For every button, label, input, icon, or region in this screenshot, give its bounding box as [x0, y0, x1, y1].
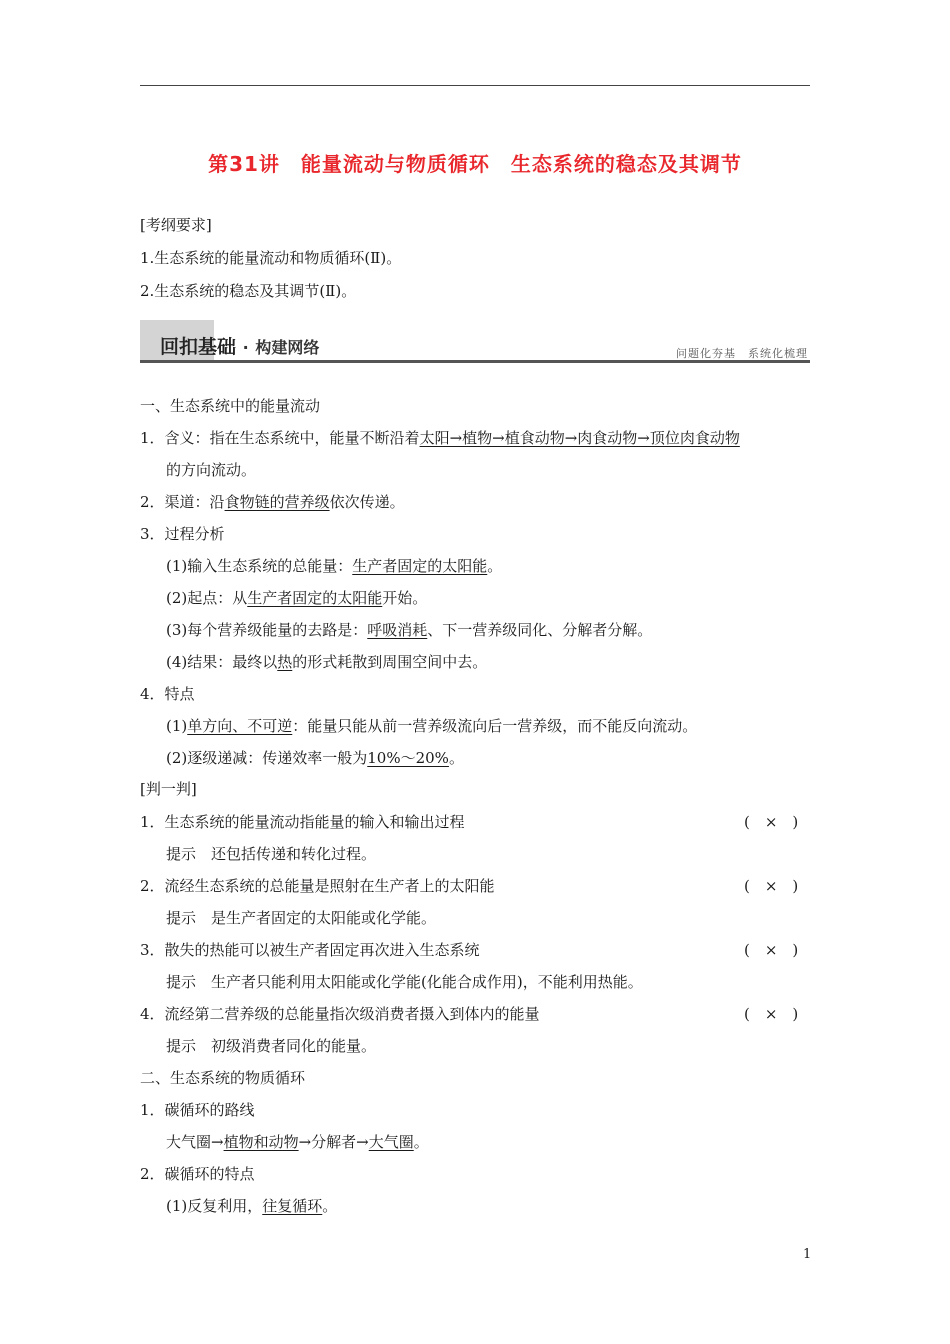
s2-p2-1-text: (1)反复利用，	[166, 1197, 263, 1215]
s1-p3-3-tail: 、下一营养级同化、分解者分解。	[427, 621, 653, 639]
requirement-item-1: 1.生态系统的能量流动和物质循环(Ⅱ)。	[140, 249, 402, 267]
s2-route-a: 大气圈→	[166, 1133, 224, 1151]
header-rule	[140, 85, 810, 86]
s1-p2-answer: 食物链的营养级	[224, 493, 330, 511]
banner-main-text: 回扣基础	[160, 336, 237, 358]
judge-question-1: 1．生态系统的能量流动指能量的输入和输出过程	[140, 813, 465, 831]
s1-p4-1-text: ：能量只能从前一营养级流向后一营养级，而不能反向流动。	[292, 717, 698, 735]
s2-route-tail: 。	[413, 1133, 429, 1151]
s1-p4-1	[166, 716, 697, 736]
s1-p4-1-num: (1)	[166, 717, 188, 735]
s1-p3-3-answer: 呼吸消耗	[367, 621, 428, 639]
judge-mark-2: ( × )	[744, 877, 799, 895]
s1-p2-tail: 依次传递。	[329, 493, 405, 511]
s1-p3-3	[166, 620, 652, 640]
s1-p3-4-tail: 的形式耗散到周围空间中去。	[292, 653, 488, 671]
banner-tagline: 问题化夯基 系统化梳理	[676, 347, 808, 360]
judge-tip-1: 提示 还包括传递和转化过程。	[166, 845, 377, 863]
judge-header: [判一判]	[140, 780, 197, 798]
s1-p3-4	[166, 652, 487, 672]
s1-p3-2-tail: 开始。	[382, 589, 428, 607]
s1-p4-2-text: (2)逐级递减：传递效率一般为	[166, 749, 368, 767]
s1-p3-2	[166, 588, 427, 608]
s1-p2-text: 渠道：沿	[164, 493, 225, 511]
s1-p4-2-tail: 。	[448, 749, 464, 767]
section2-heading: 二、生态系统的物质循环	[140, 1069, 306, 1087]
s1-p1-num: 1．	[140, 429, 165, 447]
s1-p1-cont: 的方向流动。	[166, 461, 257, 479]
s1-point-4: 4．特点	[140, 685, 195, 703]
s1-point-1	[140, 428, 740, 448]
judge-tip-2: 提示 是生产者固定的太阳能或化学能。	[166, 909, 437, 927]
s2-route-answer-1: 植物和动物	[223, 1133, 299, 1151]
judge-mark-1: ( × )	[744, 813, 799, 831]
s2-route-b: →分解者→	[298, 1133, 369, 1151]
judge-tip-4: 提示 初级消费者同化的能量。	[166, 1037, 377, 1055]
requirements-header: [考纲要求]	[140, 216, 212, 234]
s2-p2-1-answer: 往复循环	[262, 1197, 323, 1215]
banner-title	[160, 332, 319, 359]
s1-p3-3-text: (3)每个营养级能量的去路是：	[166, 621, 368, 639]
s1-p3-1-text: (1)输入生态系统的总能量：	[166, 557, 353, 575]
s1-p3-1	[166, 556, 502, 576]
s1-p1-text: 含义：指在生态系统中，能量不断沿着	[164, 429, 420, 447]
page-title: 第31讲 能量流动与物质循环 生态系统的稳态及其调节	[208, 152, 742, 176]
s1-p4-1-answer: 单方向、不可逆	[187, 717, 293, 735]
s2-p1-route	[166, 1132, 429, 1152]
s1-p3-4-answer: 热	[277, 653, 293, 671]
judge-question-3: 3．散失的热能可以被生产者固定再次进入生态系统	[140, 941, 480, 959]
page-number: 1	[803, 1247, 812, 1262]
section1-heading: 一、生态系统中的能量流动	[140, 397, 321, 415]
s2-p2-1-tail: 。	[322, 1197, 338, 1215]
banner-sub-text: 构建网络	[255, 338, 320, 357]
s2-point-1: 1．碳循环的路线	[140, 1101, 255, 1119]
s1-p3-2-text: (2)起点：从	[166, 589, 248, 607]
s1-p4-2	[166, 748, 464, 768]
s1-point-2	[140, 492, 405, 512]
s2-route-answer-2: 大气圈	[368, 1133, 414, 1151]
s1-p3-1-tail: 。	[487, 557, 503, 575]
s1-point-3: 3．过程分析	[140, 525, 225, 543]
banner-dot: ·	[242, 338, 249, 357]
s1-p2-num: 2．	[140, 493, 165, 511]
judge-question-2: 2．流经生态系统的总能量是照射在生产者上的太阳能	[140, 877, 495, 895]
s1-p3-2-answer: 生产者固定的太阳能	[247, 589, 383, 607]
judge-tip-3: 提示 生产者只能利用太阳能或化学能(化能合成作用)，不能利用热能。	[166, 973, 643, 991]
s1-p1-answer: 太阳→植物→植食动物→肉食动物→顶位肉食动物	[419, 429, 740, 447]
s1-p4-2-answer: 10%～20%	[367, 749, 449, 767]
s1-p3-1-answer: 生产者固定的太阳能	[352, 557, 488, 575]
judge-question-4: 4．流经第二营养级的总能量指次级消费者摄入到体内的能量	[140, 1005, 540, 1023]
judge-mark-3: ( × )	[744, 941, 799, 959]
judge-mark-4: ( × )	[744, 1005, 799, 1023]
requirement-item-2: 2.生态系统的稳态及其调节(Ⅱ)。	[140, 282, 357, 300]
s2-p2-1	[166, 1196, 337, 1216]
s2-point-2: 2．碳循环的特点	[140, 1165, 255, 1183]
s1-p3-4-text: (4)结果：最终以	[166, 653, 278, 671]
section-banner	[140, 320, 810, 364]
